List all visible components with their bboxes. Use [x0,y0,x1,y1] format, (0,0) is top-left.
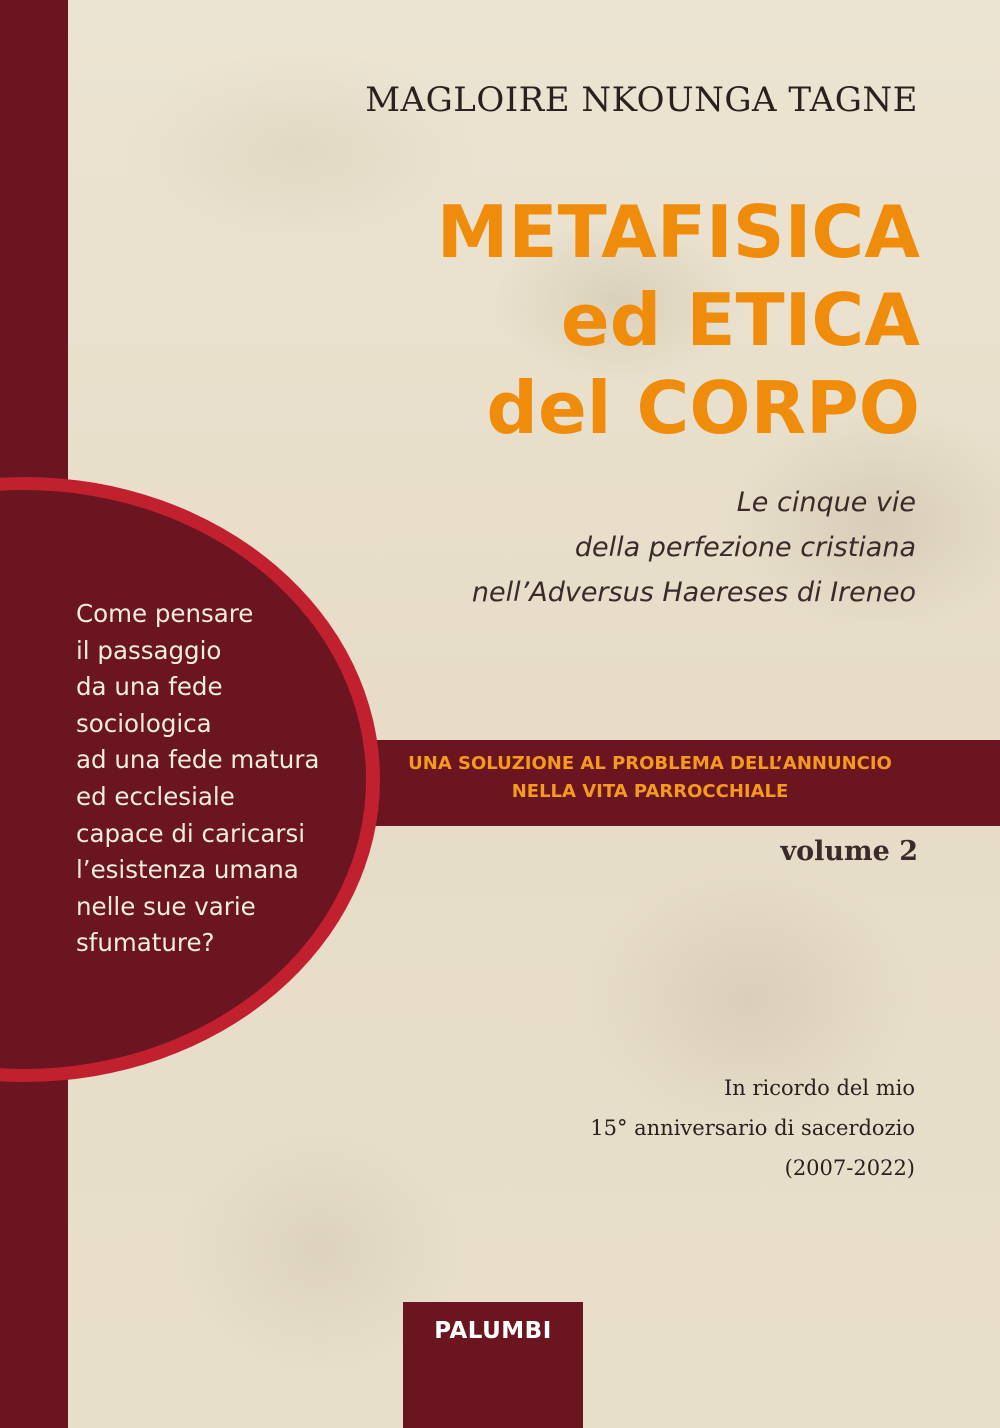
dedication-line: (2007-2022) [784,1156,915,1180]
tagline-line: NELLA VITA PARROCCHIALE [511,781,789,802]
author-name: MAGLOIRE NKOUNGA TAGNE [365,80,918,120]
question-line: da una fede [76,672,223,702]
question-line: ad una fede matura [76,745,320,775]
question-line: il passaggio [76,635,222,665]
book-subtitle [472,480,916,615]
tagline-line: UNA SOLUZIONE AL PROBLEMA DELL’ANNUNCIO [408,753,892,774]
question-line: nelle sue varie [76,891,256,921]
subtitle-line: della perfezione cristiana [574,532,916,563]
question-line: sociologica [76,708,212,738]
tagline [380,750,920,806]
subtitle-line: Le cinque vie [736,487,916,518]
title-line: del CORPO [486,366,920,450]
publisher-box [403,1302,583,1428]
volume-label: volume 2 [780,836,918,867]
question-line: Come pensare [76,599,254,628]
subtitle-line: nell’Adversus Haereses di Ireneo [471,577,916,608]
question-line: capace di caricarsi [76,818,306,848]
title-line: METAFISICA [436,190,920,274]
dedication [590,1068,915,1188]
book-title [437,188,920,452]
title-line: ed ETICA [560,278,920,362]
dedication-line: 15° anniversario di sacerdozio [590,1116,915,1140]
dedication-line: In ricordo del mio [724,1076,915,1100]
publisher-logo-text: PALUMBI [434,1318,552,1344]
question-line: l’esistenza umana [76,855,299,885]
circle-question-text [76,596,356,962]
question-line: sfumature? [76,928,215,958]
question-line: ed ecclesiale [76,781,235,811]
